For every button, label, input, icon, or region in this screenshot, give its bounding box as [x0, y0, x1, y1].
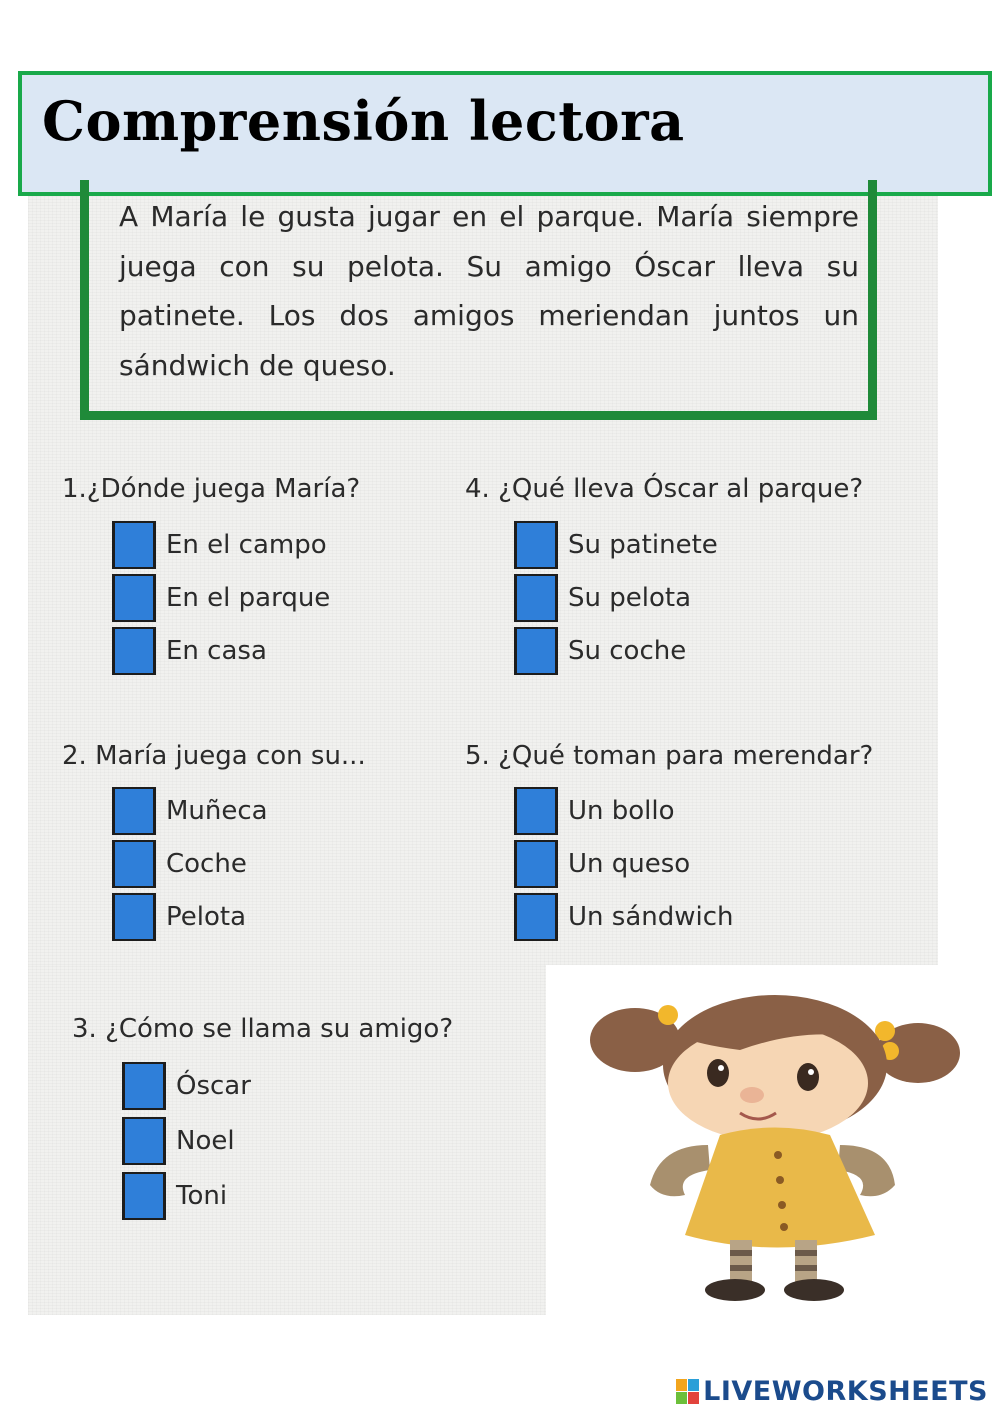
q5-option-1[interactable] — [514, 785, 675, 837]
page-title: Comprensión lectora — [42, 89, 685, 153]
option-label: Un queso — [568, 849, 691, 879]
answer-checkbox[interactable] — [514, 840, 558, 888]
q4-option-3[interactable] — [514, 625, 686, 677]
option-label: Su coche — [568, 636, 687, 666]
q2-option-2[interactable] — [112, 838, 247, 890]
answer-checkbox[interactable] — [514, 521, 558, 569]
cartoon-girl-icon — [590, 995, 970, 1305]
liveworksheets-logo-icon — [676, 1379, 700, 1405]
answer-checkbox[interactable] — [514, 787, 558, 835]
answer-checkbox[interactable] — [112, 840, 156, 888]
answer-checkbox[interactable] — [514, 893, 558, 941]
answer-checkbox[interactable] — [112, 787, 156, 835]
q1-option-3[interactable] — [112, 625, 267, 677]
title-banner — [18, 71, 992, 196]
q4-option-2[interactable] — [514, 572, 691, 624]
q3-option-2[interactable] — [122, 1115, 235, 1167]
q4-option-1[interactable] — [514, 519, 718, 571]
option-label: Un sándwich — [568, 902, 734, 932]
option-label: En el campo — [166, 530, 327, 560]
option-label: Su patinete — [568, 530, 718, 560]
option-label: Noel — [176, 1126, 235, 1156]
question-1: 1.¿Dónde juega María? — [62, 474, 361, 504]
answer-checkbox[interactable] — [514, 627, 558, 675]
option-label: Coche — [166, 849, 247, 879]
liveworksheets-brand — [676, 1376, 988, 1407]
option-label: En casa — [166, 636, 267, 666]
answer-checkbox[interactable] — [112, 893, 156, 941]
question-3: 3. ¿Cómo se llama su amigo? — [72, 1014, 454, 1044]
brand-text: LIVEWORKSHEETS — [703, 1376, 988, 1407]
q1-option-2[interactable] — [112, 572, 330, 624]
option-label: Toni — [176, 1181, 228, 1211]
option-label: Óscar — [176, 1071, 251, 1101]
option-label: Pelota — [166, 902, 247, 932]
option-label: Su pelota — [568, 583, 692, 613]
question-4: 4. ¿Qué lleva Óscar al parque? — [465, 474, 864, 504]
question-2: 2. María juega con su... — [62, 741, 366, 771]
q5-option-2[interactable] — [514, 838, 690, 890]
q1-option-1[interactable] — [112, 519, 327, 571]
answer-checkbox[interactable] — [112, 574, 156, 622]
q2-option-1[interactable] — [112, 785, 268, 837]
option-label: En el parque — [166, 583, 331, 613]
story-text: A María le gusta jugar en el parque. María siempre juega con su pelota. Su amigo Óscar lleva su patinete. Los dos amigos meriendan juntos un sándwich de queso. — [119, 200, 859, 382]
story-box — [80, 180, 877, 420]
q3-option-1[interactable] — [122, 1060, 251, 1112]
answer-checkbox[interactable] — [122, 1172, 166, 1220]
answer-checkbox[interactable] — [514, 574, 558, 622]
option-label: Muñeca — [166, 796, 268, 826]
q5-option-3[interactable] — [514, 891, 734, 943]
answer-checkbox[interactable] — [112, 521, 156, 569]
answer-checkbox[interactable] — [112, 627, 156, 675]
answer-checkbox[interactable] — [122, 1117, 166, 1165]
option-label: Un bollo — [568, 796, 675, 826]
q3-option-3[interactable] — [122, 1170, 227, 1222]
q2-option-3[interactable] — [112, 891, 246, 943]
answer-checkbox[interactable] — [122, 1062, 166, 1110]
question-5: 5. ¿Qué toman para merendar? — [465, 741, 874, 771]
